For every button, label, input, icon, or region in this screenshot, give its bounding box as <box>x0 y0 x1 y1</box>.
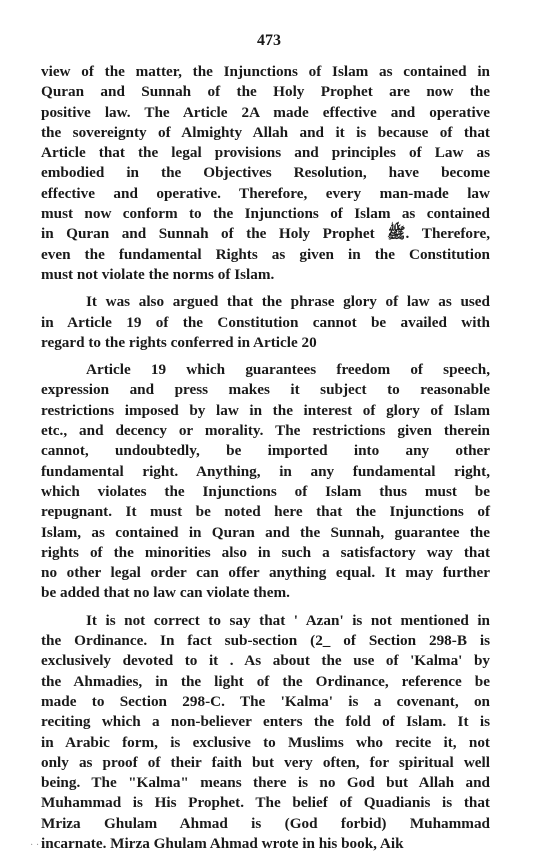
text-line: regard to the rights conferred in Article 20 <box>41 333 317 351</box>
text-line: Article 19 which guarantees freedom of speech, <box>86 361 490 379</box>
text-line: made to Section 298-C. The 'Kalma' is a covenant, on <box>41 692 490 710</box>
text-line: the sovereignty of Almighty Allah and it is because of that <box>41 123 490 141</box>
text-line: incarnate. Mirza Ghulam Ahmad wrote in his book, Aik <box>41 834 404 852</box>
text-line: expression and press makes it subject to reasonable <box>41 381 490 399</box>
scan-specks: · · <box>30 840 40 851</box>
text-line: must now conform to the Injunctions of Islam as contained <box>41 205 490 223</box>
text-line: It is not correct to say that ' Azan' is not mentioned in <box>86 611 490 629</box>
text-line: which violates the Injunctions of Islam thus must be <box>41 482 490 500</box>
paragraph <box>41 62 490 285</box>
paragraph <box>41 360 490 604</box>
text-line: restrictions imposed by law in the interest of glory of Islam <box>41 401 490 419</box>
text-line: must not violate the norms of Islam. <box>41 265 275 283</box>
text-line: view of the matter, the Injunctions of Islam as contained in <box>41 63 490 80</box>
text-line: reciting which a non-believer enters the fold of Islam. It is <box>41 713 490 731</box>
text-line: in Article 19 of the Constitution cannot be availed with <box>41 313 490 331</box>
text-line: the Ordinance. In fact sub-section (2_ of Section 298-B is <box>41 632 490 650</box>
paragraph <box>41 292 490 353</box>
text-line: Quran and Sunnah of the Holy Prophet are now the <box>41 83 490 101</box>
text-line: even the fundamental Rights as given in the Constitution <box>41 245 490 263</box>
text-line: repugnant. It must be noted here that the Injunctions of <box>41 503 490 521</box>
text-line: being. The "Kalma" means there is no God but Allah and <box>41 774 490 792</box>
text-line: Mriza Ghulam Ahmad is (God forbid) Muhammad <box>41 814 490 832</box>
text-line: the Ahmadies, in the light of the Ordinance, reference be <box>41 672 490 690</box>
text-line: in Quran and Sunnah of the Holy Prophet ﷺ. Therefore, <box>41 225 490 243</box>
text-line: Islam, as contained in Quran and the Sunnah, guarantee the <box>41 523 490 541</box>
text-line: exclusively devoted to it . As about the use of 'Kalma' by <box>41 652 490 670</box>
text-line: etc., and decency or morality. The restrictions given therein <box>41 422 490 440</box>
body-text <box>41 62 490 861</box>
text-line: in Arabic form, is exclusive to Muslims who recite it, not <box>41 733 490 751</box>
text-line: be added that no law can violate them. <box>41 584 290 602</box>
page-number: 473 <box>257 32 281 49</box>
text-line: It was also argued that the phrase glory of law as used <box>86 293 490 311</box>
text-line: positive law. The Article 2A made effective and operative <box>41 103 490 121</box>
text-line: embodied in the Objectives Resolution, have become <box>41 164 490 182</box>
text-line: effective and operative. Therefore, every man-made law <box>41 184 490 202</box>
text-line: rights of the minorities also in such a satisfactory way that <box>41 543 490 561</box>
paragraph <box>41 611 490 855</box>
text-line: fundamental right. Anything, in any fundamental right, <box>41 462 490 480</box>
text-line: Article that the legal provisions and principles of Law as <box>41 144 490 162</box>
text-line: cannot, undoubtedly, be imported into any other <box>41 442 490 460</box>
text-line: no other legal order can offer anything equal. It may further <box>41 564 490 582</box>
text-line: only as proof of their faith but very often, for spiritual well <box>41 753 490 771</box>
text-line: Muhammad is His Prophet. The belief of Quadianis is that <box>41 794 490 812</box>
